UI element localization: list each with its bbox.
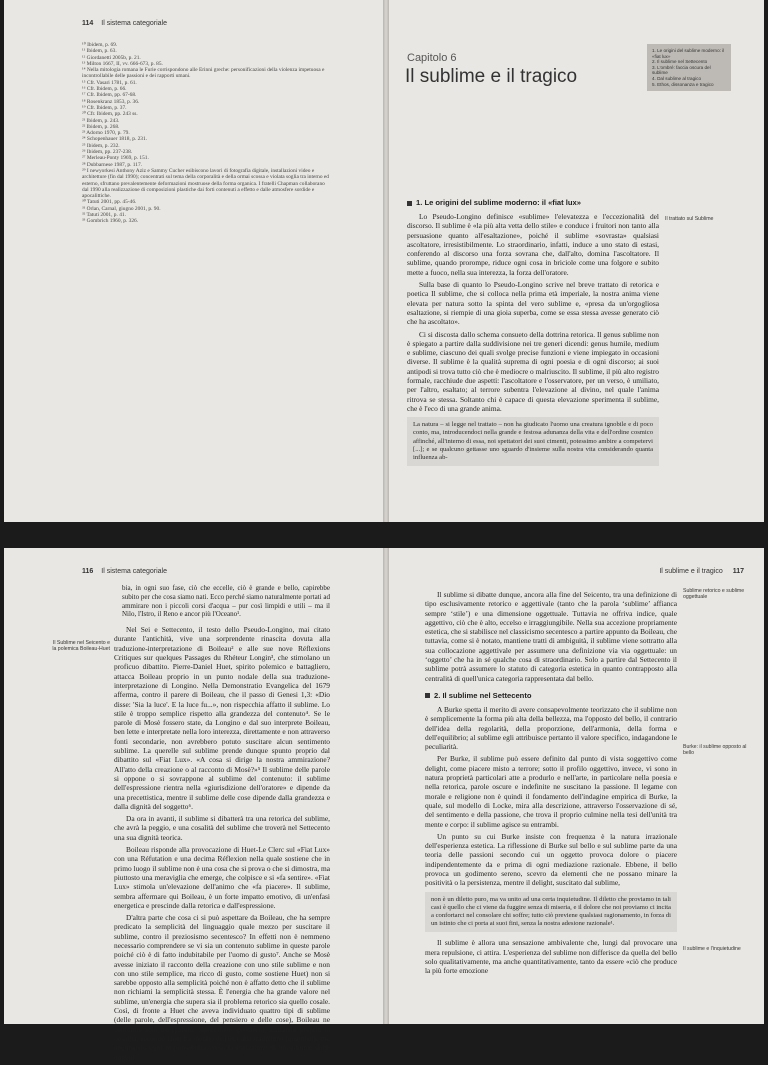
footnote: ²³ Adorno 1970, p. 79. — [82, 130, 130, 137]
page-116 — [4, 548, 383, 1062]
quote-box: La natura – si legge nel trattato – non ha giudicato l'uomo una creatura ignobile e di poco conto, ma, introducendoci nella grande e festosa adunanza della vita e dell'ordine cosmico affinché, all'interno di essa, noi spettatori dei suoi cimenti, potessimo ambire a competervi [...]; e se qualcuno gettasse uno sguardo d'insieme sulla nostra vita considerando quanta influenza ab- — [407, 417, 659, 466]
chapter-label: Capitolo 6 — [407, 52, 457, 64]
margin-note: Il Sublime nel Seicento e la polemica Boileau-Huet — [52, 640, 110, 653]
body-paragraph: Il sublime si dibatte dunque, ancora alla fine del Seicento, tra una definizione di tipo esclusivamente retorico e aggettivale (tanto che la parola ‘sublime’ affianca sempre ‘stile’) e una dimensione oggettuale. Tuttavia ne offriva indice, quale aggettivo, ciò che è alto, eccelso e irraggiungibile. Nella sua accezione propriamente estetica, che si stabilisce nel classicismo secentesco a partire appunto da Boileau, che tuttavia, come si è notato, mantiene tratti di ambiguità, il sublime viene sottratto alla sua collocazione aggettivale per assumere una definizione via via oggettuale: un ‘oggetto’ che ha in sé qualche cosa di straordinario. Solo a partire dal Settecento il sublime potrà assumere lo statuto di categoria estetica in quanto contrapposto alla centralità di quell'unica categoria rappresentata dal bello. — [425, 590, 678, 683]
body-paragraph: Per Burke, il sublime può essere definito dal punto di vista soggettivo come delight, come piacere misto a terrore; sotto il profilo oggettivo, invece, vi sono in natura proprietà particolari atte a produrlo e nell'arte, in particolare nella poesia e nella retorica, parole oscure e indefinite ne suscitano la passione. Il legame con morale e religione non è quindi il fondamento dell'indagine empirica di Burke, la quale, sul modello di Locke, mira alla descrizione, attraverso l'osservazione di sé, del sentimento e della passione, che trova il proprio culmine nella tesi dell'unità tra mente e corpo: il sublime agisce su entrambi. — [425, 754, 677, 829]
page-116-body — [114, 584, 330, 1065]
bottom-spread — [4, 548, 764, 1062]
running-title: Il sistema categoriale — [101, 568, 168, 575]
section-heading: 2. Il sublime nel Settecento — [425, 691, 677, 700]
margin-note: Burke: il sublime opposto al bello — [683, 744, 747, 757]
page-115-body — [407, 198, 659, 472]
body-paragraph: Sulla base di quanto lo Pseudo-Longino scrive nel breve trattato di retorica e poetica Il sublime, che si colloca nella prima età imperiale, la nostra anima viene elevata per natura sotto la spinta del vero sublime e, «presa da un'orgogliosa esaltazione, si riempie di una gioia superba, come se essa stessa avesse generato ciò che ha ascoltato». — [407, 280, 659, 327]
footnote: ²¹ Ibidem, p. 243. — [82, 117, 120, 124]
footnote: ¹³ Milton 1667, II, vv. 666-673, p. 85. — [82, 60, 163, 67]
running-title: Il sublime e il tragico — [659, 568, 723, 575]
page-number: 117 — [732, 568, 744, 575]
footnote: ³¹ Orlan, Carnal, giugno 2001, p. 90. — [82, 205, 161, 212]
footnote: ¹⁹ Cfr. Ibidem, p. 37. — [82, 104, 127, 111]
footnote: ³⁰ Tatuti 2001, pp. 45-46. — [82, 199, 137, 206]
footnote: ¹⁵ Cfr. Vasari 1781, p. 61. — [82, 79, 137, 86]
quote-box: non è un diletto puro, ma va unito ad una certa inquietudine. Il diletto che proviamo in tali casi è quello che ci viene da fuggire senza di miseria, e il dolore che noi proviamo ci incita a confortarci nel consolare chi soffre; tutto ciò previene qualsiasi ragionamento, in forza di un istinto che ci porta ai suoi fini, senza la nostra adesione razionale¹. — [425, 892, 677, 933]
margin-note: Il trattato sul Sublime — [665, 216, 714, 222]
page-number: 114 — [82, 20, 94, 27]
page-header — [659, 568, 744, 575]
page-115 — [389, 0, 764, 522]
body-paragraph: Boileau risponde alla provocazione di Huet-Le Clerc sul «Fiat Lux» con una Réfutation e una decima Réflexion nella quale sostiene che in primo luogo il sublime non è una cosa che si prova o che si dimostra, ma piuttosto una meraviglia che emerge, che colpisce e si «fa sentire». «Fiat Lux» stimola un'elevazione dell'animo che «fa piacere». Il sublime, sembra affermare qui Boileau, è un forte impatto emotivo, di un'enfasi energetica e prescinde dalla retorica e dall'espressione. — [114, 845, 330, 910]
section-heading: 1. Le origini del sublime moderno: il «fiat lux» — [407, 198, 659, 207]
footnote: ²² Ibidem, p. 268. — [82, 123, 120, 130]
footnote: ¹² Giordanetti 2005b, p. 21. — [82, 54, 141, 61]
section-bullet-icon — [407, 201, 412, 206]
footnote: ²⁰ Cfr. Ibidem, pp. 243 ss. — [82, 111, 138, 118]
body-paragraph: A Burke spetta il merito di avere consapevolmente teorizzato che il sublime non è semplicemente la forma più alta della bellezza, ma l'opposto del bello, il contrario dell'idea della regolarità, della proporzione, dell'armonia, della forma e dell'equilibrio; al sublime egli attribuisce pertanto il valore specifico, indagandone le peculiarità. — [425, 704, 677, 752]
chapter-contents-box — [647, 44, 731, 91]
margin-note: Il sublime e l'inquietudine — [683, 946, 741, 952]
footnote: ¹⁸ Rosenkranz 1853, p. 36. — [82, 98, 140, 105]
body-paragraph: Da ora in avanti, il sublime si dibatterà tra una retorica del sublime, che avrà la peggio, e una cosalità del sublime che troverà nel Settecento una sua dignità teorica. — [114, 814, 330, 842]
footnote: ¹⁰ Ibidem, p. 69. — [82, 42, 118, 48]
footnote: ¹⁴ Nella mitologia romana le Furie corrispondono alle Erinni greche: personificazioni della violenza impetuosa e incontrollabile delle passioni e dei rapporti umani. — [82, 67, 325, 80]
page-header — [82, 568, 167, 575]
body-paragraph: Lo Pseudo-Longino definisce «sublime» l'elevatezza e l'eccezionalità del discorso. Il sublime è «la più alta vetta dello stile» e conduce i fruitori non tanto alla persuasione quanto all'esaltazione», poiché il sublime «sovrasta» qualsiasi ascoltatore, irresistibilmente. Lo straordinario, infatti, induce a uno stato di estasi, conferendo al discorso una forza sovrana che, dall'alto, domina l'ascoltatore. Il sublime, quando prorompe, riduce ogni cosa in briciole come una folgore e subito mette a fuoco, nella sua interezza, la forza dell'oratore. — [407, 212, 659, 277]
toc-item: 3. L'ombré: faccia oscura del sublime — [652, 64, 711, 76]
footnote: ²⁵ Ibidem, p. 232. — [82, 142, 120, 149]
footnote: ²⁸ Dubbarnese 1987, p. 117. — [82, 161, 143, 168]
body-paragraph: Ci si discosta dallo schema consueto della dottrina retorica. Il genus sublime non è spiegato a partire dalla suddivisione nei tre generi dicendi: genus humile, medium e sublime, ciascuno dei quali svolge precise funzioni e viene impiegato in occasioni diverse. Il sublime è la qualità suprema di ogni poesia e di ogni discorso; ai suoi antipodi si trova tutto ciò che è mediocre o malriuscito. Il sublime, il più alto registro formale, racchiude due aspetti: l'ascoltatore e l'osservatore, per un verso, è umiliato, per l'altro, esaltato; al terrore subentra l'elevazione al divino, nel quale l'anima ritrova se stessa. Soltanto chi è capace di questa elevazione sperimenta il sublime, che è l'eco di una grande anima. — [407, 329, 659, 413]
footnote: ³³ Gombrich 1960, p. 326. — [82, 218, 139, 225]
body-paragraph: D'altra parte che cosa ci si può aspettare da Boileau, che ha sempre predicato la semplicità del linguaggio quale mezzo per suscitare il sublime, contro il preziosismo secentesco? In effetti non è nemmeno necessario comprendere se vi sia un contenuto sublime in queste parole poiché ciò è di fatto indubitabile per l'uomo di gusto⁷. Anche se Mosè avesse iniziato il racconto della creazione con uno stile sublime e non con uno stile semplice, ma ricco di gusto, come sostiene Huet) non si sarebbe opposto alla semplicità poiché non è affatto detto che il sublime non richiami la semplicità stessa. È l'energia che ha grande valore nel sublime, un'energia che supera sia il problema retorico sia quello cosale. Così, di fronte a Huet che aveva individuato quattro tipi di sublime (delle parole, dell'espressione, del pensiero e delle cose), Boileau ne conferma solo tre (parole, espressione, pensiero) scartando proprio la cosalità, secondo Huet ha meglio di Huet alla tradizione longiniana, ma declinando ogni responsabilità verso la trattazione di un sublime degli oggetti. — [114, 913, 330, 1062]
section-bullet-icon — [425, 693, 430, 698]
body-paragraph: Un punto su cui Burke insiste con frequenza è la natura irrazionale dell'esperienza estetica. La riflessione di Burke sul bello e sul sublime parte da una teoria delle passioni secondo cui un oggetto provoca dolore o piacere indipendentemente da e prima di ogni mediazione razionale. Ebbene, il bello provoca un godimento sereno, scevro da elementi che ne possano minare la positività o la persistenza, mentre il delight, suscitato dal sublime, — [425, 831, 677, 888]
footnote: ²⁴ Schopenhauer 1818, p. 231. — [82, 136, 148, 143]
running-title: Il sistema categoriale — [101, 20, 168, 27]
body-paragraph: Il sublime è allora una sensazione ambivalente che, lungi dal provocare una mera repulsione, ci attira. L'esperienza del sublime non differisce da quella del bello solo qualitativamente, ma anche quantitativamente, tanto da essere «ciò che produce la più forte emozione — [425, 938, 677, 976]
page-117-body — [425, 590, 677, 979]
page-number: 116 — [82, 568, 94, 575]
footnote: ¹⁷ Cfr. Ibidem, pp. 67-68. — [82, 92, 137, 99]
page-header — [82, 20, 167, 27]
footnote: ²⁹ I newyorkesi Anthony Aziz e Sammy Cucher esibiscono lavori di fotografia digitale, installazioni video e architetture (fin dal 1990); concentrati sul tema della corporalità e della ormai scossa e violata soglia tra interno ed esterno, sfruttano prevalentemente deformazioni mostruose della forma organica. I fratelli Chapman collaborano dal 1990 alla realizzazione di composizioni plastiche dai forti contenuti a effetto e dalle atmosfere sordide e apocalittiche. — [82, 167, 329, 200]
chapter-title: Il sublime e il tragico — [405, 66, 578, 87]
footnote: ²⁷ Merleau-Ponty 1969, p. 151. — [82, 155, 149, 162]
margin-note: Sublime retorico e sublime oggettuale — [683, 588, 745, 601]
toc-item: 1. Le origini del sublime moderno: il «fiat lux» — [652, 48, 725, 59]
body-paragraph: Nel Sei e Settecento, il testo dello Pseudo-Longino, mai citato durante l'antichità, vive una sorprendente rinascita dovuta alla traduzione-interpretazione di Boileau² e alle sue nove Réflexions Critiques sur quelques Passages du Rhéteur Longin³, che stimolano un proficuo dibattito. Pierre-Daniel Huet, spirito polemico e battagliero, attacca Boileau proprio in un punto nodale della sua traduzione-interpretazione di Longino. Nella Demonstratio Evangelica del 1679 afferma, contro il parere di Boileau, che il passo di Genesi 1,3: «Dio disse: 'Sia la luce'. E la luce fu...», non rispecchia affatto il sublime. Lo stile è troppo semplice rispetto alla grandezza del contenuto⁴. Se le parole di Mosè fossero state, da Longino e dal suo interprete Boileau, ben lette e interpretate nella loro interezza, direttamente e non attraverso fonti secondarie, non avrebbero potuto suscitare alcun sentimento sublime. La querelle sul sublime prende dunque spunto proprio dal dibattito sul «Fiat Lux». «A cosa si dirige la nostra ammirazione? All'atto della creazione o al racconto di Mosè?»⁵ Il sublime delle parole si oppone o si sovrappone al sublime del contenuto: il sublime dell'espressione rientra nella «giurisdizione dell'oratore» e dipende da una precettistica, mentre il sublime delle cose dipende dalla grandezza e dalla dignità del soggetto⁶. — [114, 625, 330, 811]
page-117 — [389, 548, 764, 1024]
footnote: ²⁶ Ibidem, pp. 237-238. — [82, 149, 133, 156]
page-114 — [4, 0, 383, 522]
toc-item: 4. Dal sublime al tragico — [652, 75, 702, 81]
footnote: ¹⁶ Cfr. Ibidem, p. 66. — [82, 86, 127, 93]
toc-item: 5. Ethos, dissonanza e tragico — [652, 81, 714, 87]
footnotes — [82, 42, 332, 225]
quote-continuation: bia, in ogni suo fase, ciò che eccelle, ciò è grande e bello, capirebbe subito per che cosa siamo nati. Ecco perché siamo naturalmente portati ad ammirare non i piccoli corsi d'acqua – pur così limpidi e utili – ma il Nilo, l'Istro, il Reno e ancor più l'Oceano¹. — [122, 584, 330, 619]
footnote: ¹¹ Ibidem, p. 63. — [82, 48, 117, 55]
top-spread — [4, 0, 764, 522]
footnote: ³² Tatuti 2001, p. 41. — [82, 212, 126, 219]
toc-item: 2. Il sublime nel Settecento — [652, 59, 708, 65]
